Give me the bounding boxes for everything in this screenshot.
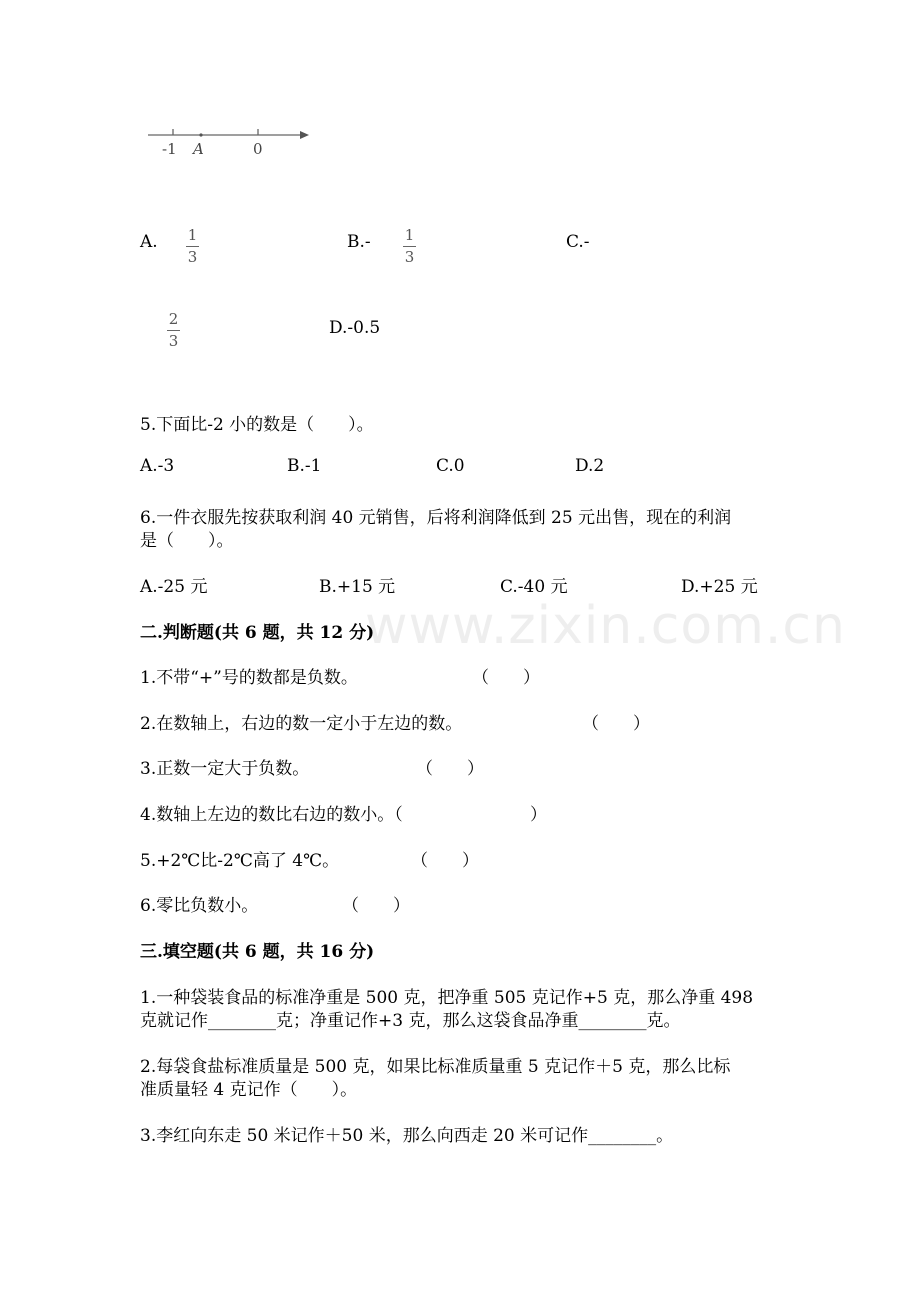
- tick-label-minus-one: -1: [162, 140, 177, 158]
- q6-option-d: D.+25 元: [681, 577, 758, 597]
- s2-item6-paren: （ ）: [342, 896, 410, 916]
- q5-option-a: A.-3: [140, 456, 175, 476]
- numerator: 2: [168, 310, 179, 328]
- number-line: [140, 118, 320, 162]
- q5-text: 5.下面比-2 小的数是（ ）。: [140, 415, 374, 435]
- q6-option-a: A.-25 元: [140, 577, 208, 597]
- s2-item5-text: 5.+2℃比-2℃高了 4℃。: [140, 851, 340, 871]
- s2-item1-text: 1.不带“+”号的数都是负数。: [140, 668, 358, 688]
- s2-item6-text: 6.零比负数小。: [140, 896, 259, 916]
- q4-option-a-prefix: A.: [140, 232, 158, 252]
- tick-label-zero: 0: [253, 140, 263, 158]
- s2-item3-paren: （ ）: [416, 759, 484, 779]
- section2-title: 二.判断题(共 6 题，共 12 分): [140, 623, 375, 643]
- q6-option-b: B.+15 元: [319, 577, 396, 597]
- s3-item1-line1: 1.一种袋装食品的标准净重是 500 克，把净重 505 克记作+5 克，那么净重 498: [140, 988, 754, 1008]
- q6-line2: 是（ ）。: [140, 531, 234, 551]
- denominator: 3: [404, 248, 415, 266]
- q4-option-b-prefix: B.-: [347, 232, 371, 252]
- q6-option-c: C.-40 元: [500, 577, 568, 597]
- s2-item4-paren: ）: [530, 805, 547, 825]
- s2-item5-paren: （ ）: [411, 851, 479, 871]
- s2-item3-text: 3.正数一定大于负数。: [140, 759, 310, 779]
- q5-option-d: D.2: [575, 456, 605, 476]
- s3-item1-line2: 克就记作________克；净重记作+3 克，那么这袋食品净重________克。: [140, 1011, 681, 1031]
- denominator: 3: [168, 332, 179, 350]
- s2-item2-paren: （ ）: [582, 714, 650, 734]
- numerator: 1: [404, 226, 415, 244]
- s2-item4-text: 4.数轴上左边的数比右边的数小。（: [140, 805, 403, 825]
- s3-item2-line1: 2.每袋食盐标准质量是 500 克，如果比标准质量重 5 克记作＋5 克，那么比标: [140, 1057, 731, 1077]
- q5-option-b: B.-1: [287, 456, 322, 476]
- q4-option-b-fraction: [403, 228, 416, 265]
- q4-option-a-fraction: [186, 228, 199, 265]
- watermark: www.zixin.com.cn: [365, 596, 846, 656]
- q6-line1: 6.一件衣服先按获取利润 40 元销售，后将利润降低到 25 元出售，现在的利润: [140, 508, 732, 528]
- point-label-a: A: [193, 140, 204, 158]
- q4-option-d: D.-0.5: [329, 318, 381, 338]
- q4-option-c-fraction: [167, 312, 180, 349]
- s2-item2-text: 2.在数轴上，右边的数一定小于左边的数。: [140, 714, 463, 734]
- section3-title: 三.填空题(共 6 题，共 16 分): [140, 942, 375, 962]
- denominator: 3: [187, 248, 198, 266]
- s2-item1-paren: （ ）: [472, 668, 540, 688]
- number-line-figure: [140, 118, 320, 167]
- q4-option-c-prefix: C.-: [566, 232, 590, 252]
- s3-item2-line2: 准质量轻 4 克记作（ ）。: [140, 1080, 358, 1100]
- s3-item3-line1: 3.李红向东走 50 米记作＋50 米，那么向西走 20 米可记作________。: [140, 1126, 674, 1146]
- numerator: 1: [187, 226, 198, 244]
- q5-option-c: C.0: [436, 456, 465, 476]
